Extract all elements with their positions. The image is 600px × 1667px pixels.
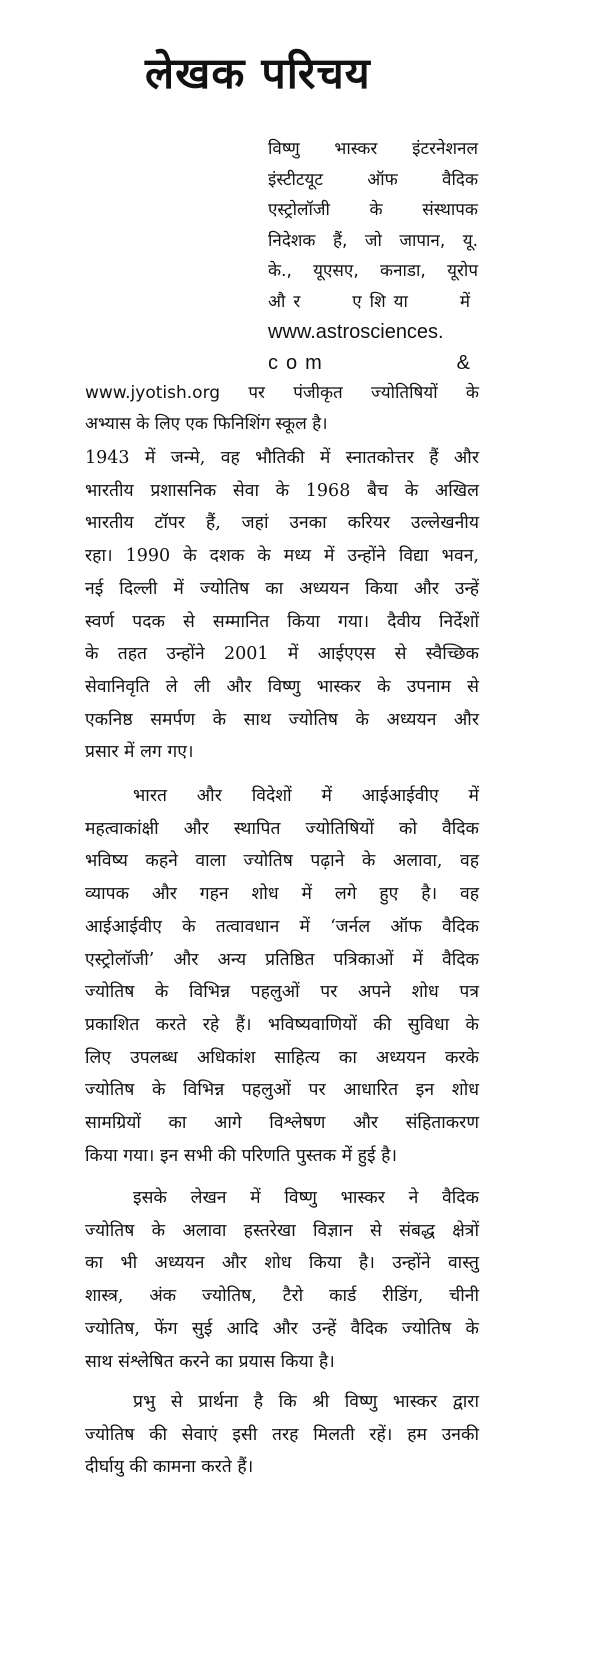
paragraph-line: प्रभु से प्रार्थना है कि श्री विष्णु भास्कर द्वारा bbox=[133, 1392, 479, 1412]
intro-line: निदेशक हैं, जो जापान, यू. bbox=[268, 230, 478, 251]
paragraph-4 bbox=[85, 1386, 479, 1484]
intro-line: के., यूएसए, कनाडा, यूरोप bbox=[268, 261, 478, 281]
intro-continued-line: www.jyotish.org पर पंजीकृत ज्योतिषियों के bbox=[85, 383, 479, 403]
paragraph-line: महत्वाकांक्षी और स्थापित ज्योतिषियों को वैदिक bbox=[85, 818, 479, 839]
paragraph-line: ज्योतिष के विभिन्न पहलुओं पर आधारित इन शोध bbox=[85, 1080, 479, 1101]
intro-line: और एशिया में bbox=[268, 291, 478, 312]
paragraph-line: ज्योतिष की सेवाएं इसी तरह मिलती रहें। हम उनकी bbox=[85, 1424, 479, 1445]
paragraph-line: ज्योतिष के अलावा हस्तरेखा विज्ञान से संबद्ध क्षेत्रों bbox=[85, 1220, 479, 1241]
intro-url-line: www.astrosciences. bbox=[268, 321, 444, 343]
paragraph-line: सेवानिवृति ले ली और विष्णु भास्कर के उपनाम से bbox=[85, 676, 479, 697]
paragraph-line: ज्योतिष के विभिन्न पहलुओं पर अपने शोध पत्र bbox=[85, 982, 479, 1003]
paragraph-line: भारत और विदेशों में आईआईवीए में bbox=[133, 786, 479, 806]
paragraph-line: रहा। 1990 के दशक के मध्य में उन्होंने विद्या भवन, bbox=[85, 546, 479, 567]
paragraph-line: आईआईवीए के तत्वावधान में ‘जर्नल ऑफ वैदिक bbox=[85, 916, 479, 937]
paragraph-line: ज्योतिष, फेंग सुई आदि और उन्हें वैदिक ज्योतिष के bbox=[85, 1318, 479, 1339]
paragraph-line: शास्त्र, अंक ज्योतिष, टैरो कार्ड रीडिंग, चीनी bbox=[85, 1286, 479, 1307]
paragraph-line: एकनिष्ठ समर्पण के साथ ज्योतिष के अध्ययन और bbox=[85, 709, 479, 730]
paragraph-line: सामग्रियों का आगे विश्लेषण और संहिताकरण bbox=[85, 1113, 479, 1134]
intro-line: विष्णु भास्कर इंटरनेशनल bbox=[268, 139, 478, 159]
paragraph-line: 1943 में जन्मे, वह भौतिकी में स्नातकोत्तर हैं और bbox=[85, 448, 479, 468]
paragraph-1 bbox=[85, 442, 479, 769]
paragraph-line: नई दिल्ली में ज्योतिष का अध्ययन किया और उन्हें bbox=[85, 578, 479, 599]
intro-continued bbox=[85, 378, 479, 440]
paragraph-3 bbox=[85, 1182, 479, 1378]
paragraph-line: एस्ट्रोलॉजी’ और अन्य प्रतिष्ठित पत्रिकाओं में वैदिक bbox=[85, 949, 479, 970]
intro-url-line: com & bbox=[268, 351, 478, 374]
page-title: लेखक परिचय bbox=[145, 49, 371, 99]
paragraph-line: प्रसार में लग गए। bbox=[85, 742, 194, 763]
paragraph-line: भारतीय टॉपर हैं, जहां उनका करियर उल्लेखनीय bbox=[85, 513, 479, 534]
paragraph-line: इसके लेखन में विष्णु भास्कर ने वैदिक bbox=[133, 1188, 479, 1208]
intro-continued-line: अभ्यास के लिए एक फिनिशिंग स्कूल है। bbox=[85, 414, 328, 434]
paragraph-line: प्रकाशित करते रहे हैं। भविष्यवाणियों की सुविधा के bbox=[85, 1014, 479, 1035]
intro-column bbox=[268, 134, 478, 378]
paragraph-line: साथ संश्लेषित करने का प्रयास किया है। bbox=[85, 1351, 335, 1372]
paragraph-line: किया गया। इन सभी की परिणति पुस्तक में हुई है। bbox=[85, 1145, 398, 1166]
paragraph-line: का भी अध्ययन और शोध किया है। उन्होंने वास्तु bbox=[85, 1253, 479, 1274]
paragraph-line: स्वर्ण पदक से सम्मानित किया गया। दैवीय निर्देशों bbox=[85, 611, 479, 632]
paragraph-line: के तहत उन्होंने 2001 में आईएएस से स्वैच्छिक bbox=[85, 644, 479, 665]
paragraph-line: लिए उपलब्ध अधिकांश साहित्य का अध्ययन करके bbox=[85, 1047, 479, 1068]
paragraph-line: भारतीय प्रशासनिक सेवा के 1968 बैच के अखिल bbox=[85, 480, 479, 501]
paragraph-line: भविष्य कहने वाला ज्योतिष पढ़ाने के अलावा, वह bbox=[85, 851, 479, 872]
paragraph-line: व्यापक और गहन शोध में लगे हुए है। वह bbox=[85, 884, 479, 905]
intro-line: इंस्टीटयूट ऑफ वैदिक bbox=[268, 169, 478, 190]
paragraph-line: दीर्घायु की कामना करते हैं। bbox=[85, 1457, 254, 1478]
intro-line: एस्ट्रोलॉजी के संस्थापक bbox=[268, 200, 478, 220]
paragraph-2 bbox=[85, 780, 479, 1172]
